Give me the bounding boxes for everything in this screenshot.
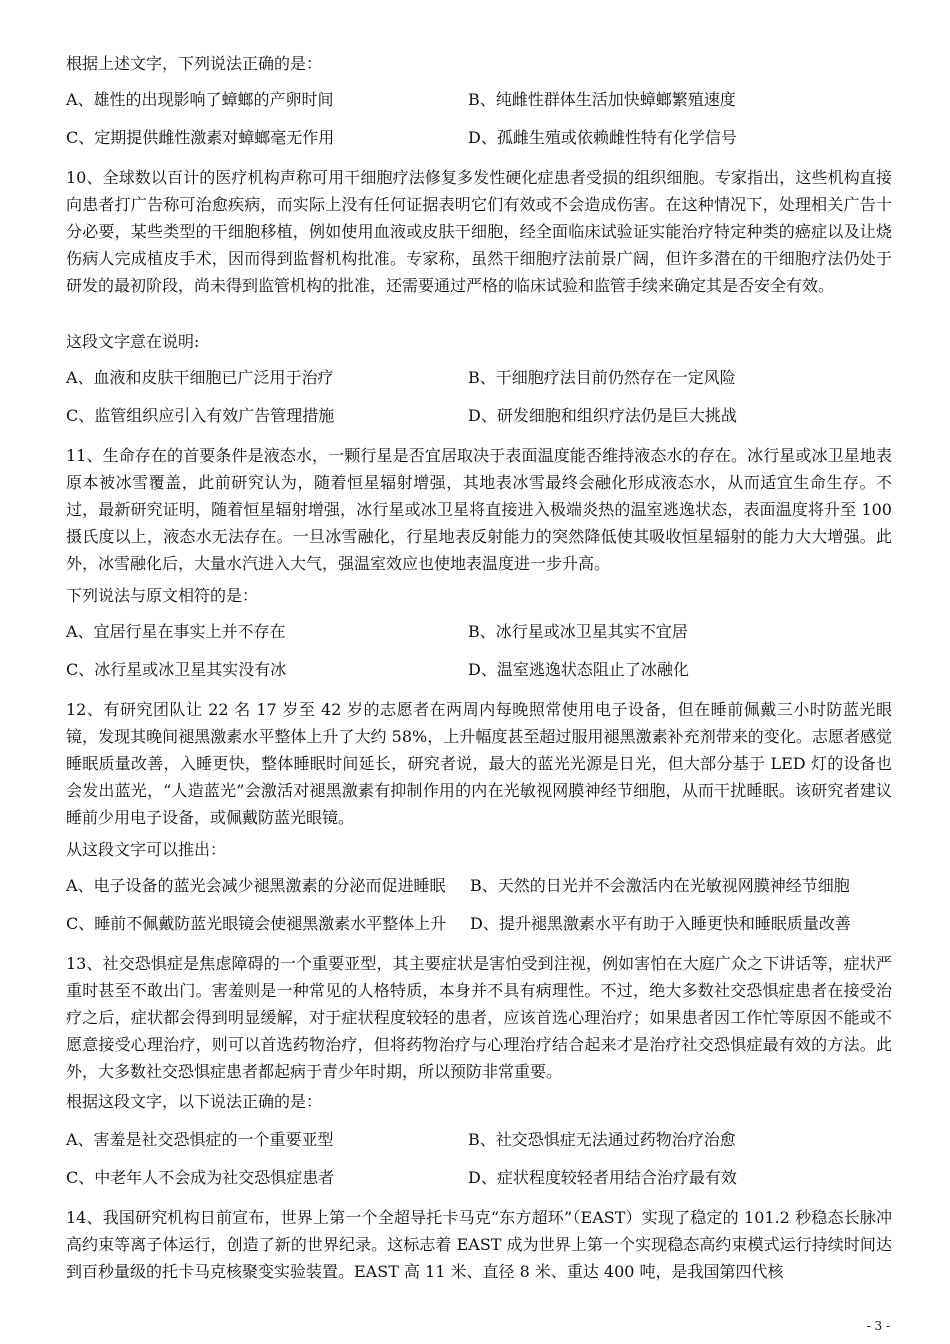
q10-option-c: C、监管组织应引入有效广告管理措施: [66, 406, 335, 425]
q13-option-c: C、中老年人不会成为社交恐惧症患者: [66, 1168, 335, 1187]
q13-option-d: D、症状程度较轻者用结合治疗最有效: [468, 1168, 737, 1187]
q11-option-c: C、冰行星或冰卫星其实没有冰: [66, 660, 287, 679]
q10-option-b: B、干细胞疗法目前仍然存在一定风险: [468, 368, 736, 387]
page-number: - 3 -: [866, 1319, 890, 1333]
q10-passage: 10、全球数以百计的医疗机构声称可用干细胞疗法修复多发性硬化症患者受损的组织细胞。专家指出，这些机构直接向患者打广告称可治愈疾病，而实际上没有任何证据表明它们有效或不会造成伤害。在这种情况下，处理相关广告十分必要，某些类型的干细胞移植，例如使用血液或皮肤干细胞，经全面临床试验证实能治疗特定种类的癌症以及让烧伤病人完成植皮手术，因而得到监督机构批准。专家称，虽然干细胞疗法前景广阔，但许多潜在的干细胞疗法仍处于研发的最初阶段，尚未得到监管机构的批准，还需要通过严格的临床试验和监管手续来确定其是否安全有效。: [66, 168, 892, 295]
q12-option-d: D、提升褪黑激素水平有助于入睡更快和睡眠质量改善: [470, 914, 851, 933]
q10-option-a: A、血液和皮肤干细胞已广泛用于治疗: [66, 368, 334, 387]
q12-stem: 从这段文字可以推出：: [66, 840, 227, 859]
q13-option-a: A、害羞是社交恐惧症的一个重要亚型: [66, 1130, 334, 1149]
q11-option-a: A、宜居行星在事实上并不存在: [66, 622, 286, 641]
q10-stem: 这段文字意在说明:: [66, 332, 200, 351]
q14-passage: 14、我国研究机构日前宣布，世界上第一个全超导托卡马克“东方超环”（EAST）实现了稳定的 101.2 秒稳态长脉冲高约束等离子体运行，创造了新的世界纪录。这标志着 EAST 成为世界上第一个实现稳态高约束模式运行持续时间达到百秒量级的托卡马克核聚变实验装置。EAST 高 11 米、直径 8 米、重达 400 吨，是我国第四代核: [66, 1208, 892, 1281]
q11-passage: 11、生命存在的首要条件是液态水，一颗行星是否宜居取决于表面温度能否维持液态水的存在。冰行星或冰卫星地表原本被冰雪覆盖，此前研究认为，随着恒星辐射增强，其地表冰雪最终会融化形成液态水，从而适宜生命生存。不过，最新研究证明，随着恒星辐射增强，冰行星或冰卫星将直接进入极端炎热的温室逃逸状态，表面温度将升至 100 摄氏度以上，液态水无法存在。一旦冰雪融化，行星地表反射能力的突然降低使其吸收恒星辐射的能力大大增强。此外，冰雪融化后，大量水汽进入大气，强温室效应也使地表温度进一步升高。: [66, 446, 892, 573]
q9-option-a: A、雄性的出现影响了蟑螂的产卵时间: [66, 90, 334, 109]
q13-passage: 13、社交恐惧症是焦虑障碍的一个重要亚型，其主要症状是害怕受到注视，例如害怕在大庭广众之下讲话等，症状严重时甚至不敢出门。害羞则是一种常见的人格特质，本身并不具有病理性。不过，绝大多数社交恐惧症患者在接受治疗之后，症状都会得到明显缓解，对于症状程度较轻的患者，应该首选心理治疗；如果患者因工作忙等原因不能或不愿意接受心理治疗，则可以首选药物治疗，但将药物治疗与心理治疗结合起来才是治疗社交恐惧症最有效的方法。此外，大多数社交恐惧症患者都起病于青少年时期，所以预防非常重要。: [66, 954, 892, 1081]
q12-option-a: A、电子设备的蓝光会减少褪黑激素的分泌而促进睡眠: [66, 876, 446, 895]
q9-stem: 根据上述文字，下列说法正确的是：: [66, 54, 323, 73]
q11-option-b: B、冰行星或冰卫星其实不宜居: [468, 622, 688, 641]
q12-option-c: C、睡前不佩戴防蓝光眼镜会使褪黑激素水平整体上升: [66, 914, 447, 933]
q11-stem: 下列说法与原文相符的是：: [66, 586, 259, 605]
q11-option-d: D、温室逃逸状态阻止了冰融化: [468, 660, 689, 679]
q12-option-b: B、天然的日光并不会激活内在光敏视网膜神经节细胞: [470, 876, 850, 895]
q9-option-b: B、纯雌性群体生活加快蟑螂繁殖速度: [468, 90, 736, 109]
q13-stem: 根据这段文字，以下说法正确的是：: [66, 1092, 323, 1111]
q12-passage: 12、有研究团队让 22 名 17 岁至 42 岁的志愿者在两周内每晚照常使用电子设备，但在睡前佩戴三小时防蓝光眼镜，发现其晚间褪黑激素水平整体上升了大约 58%，上升幅度甚至超过服用褪黑激素补充剂带来的变化。志愿者感觉睡眠质量改善，入睡更快，整体睡眠时间延长，研究者说，最大的蓝光光源是日光，但大部分基于 LED 灯的设备也会发出蓝光，“人造蓝光”会激活对褪黑激素有抑制作用的内在光敏视网膜神经节细胞，从而干扰睡眠。该研究者建议睡前少用电子设备，或佩戴防蓝光眼镜。: [66, 700, 892, 827]
q10-option-d: D、研发细胞和组织疗法仍是巨大挑战: [468, 406, 737, 425]
q9-option-c: C、定期提供雌性激素对蟑螂毫无作用: [66, 128, 335, 147]
q13-option-b: B、社交恐惧症无法通过药物治疗治愈: [468, 1130, 736, 1149]
q9-option-d: D、孤雌生殖或依赖雌性特有化学信号: [468, 128, 737, 147]
